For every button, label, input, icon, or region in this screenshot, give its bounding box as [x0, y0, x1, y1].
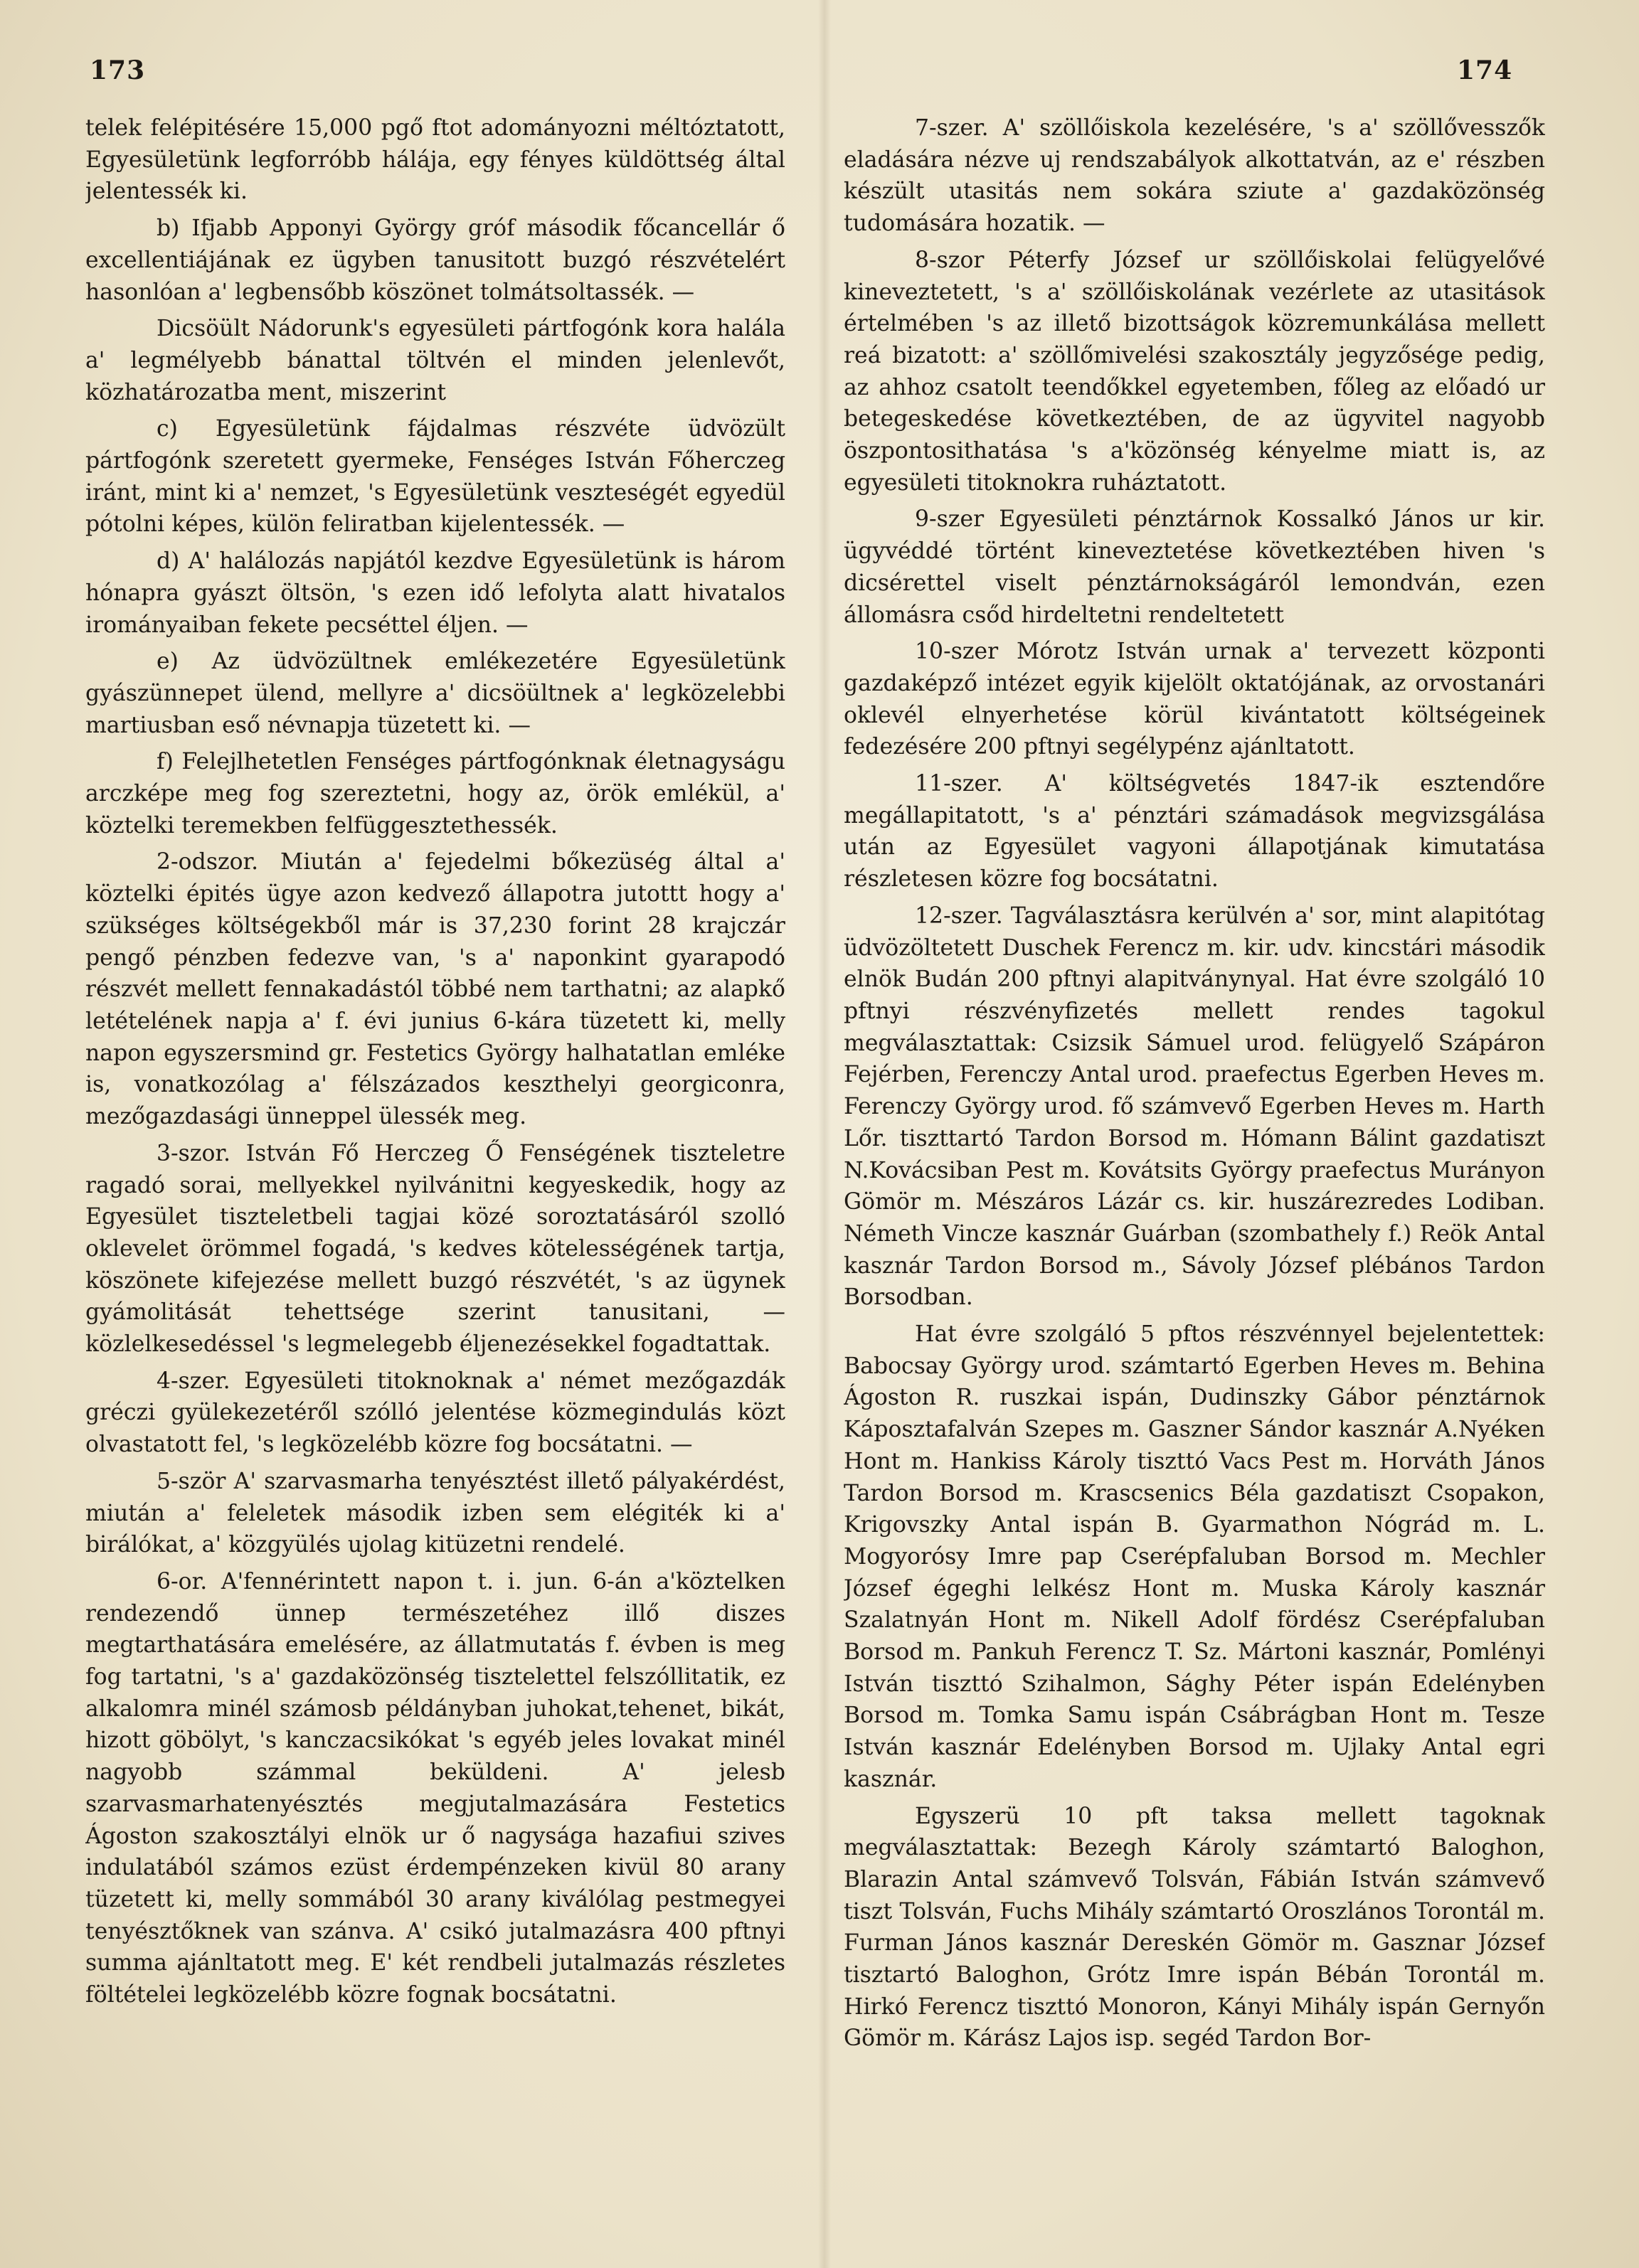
- left-text-column: [85, 112, 785, 2225]
- paragraph: 9-szer Egyesületi pénztárnok Kossalkó János ur kir. ügyvéddé történt kineveztetése következtében hiven 's dicsérettel viselt pénztárnokságáról lemondván, ezen állomásra csőd hirdeltetni rendeltetett: [844, 506, 1545, 628]
- left-page-number: 173: [90, 55, 146, 85]
- paragraph: 8-szor Péterfy József ur szöllőiskolai felügyelővé kineveztetett, 's a' szöllőiskolának vezérlete az utasitások értelmében 's az illető bizottságok közremunkálása mellett reá bizatott: a' szöllőmivelési szakosztály jegyzősége pedig, az ahhoz csatolt teendőkkel egyetemben, főleg az előadó ur betegeskedése következtében, de az ügyvitel nagyobb öszpontosithatása 's a'közönség kényelme miatt is, az egyesületi titoknokra ruháztatott.: [844, 247, 1545, 496]
- right-text-column: [844, 112, 1545, 2225]
- paragraph: 3-szor. István Fő Herczeg Ő Fenségének tiszteletre ragadó sorai, mellyekkel nyilvánitni kegyeskedik, hogy az Egyesület tiszteletbeli tagjai közé soroztatásáról szolló oklevelet örömmel fogadá, 's kedves kötelességének tartja, köszönete kifejezése mellett buzgó részvétét, 's az ügynek gyámolitását tehettsége szerint tanusitani, — közlelkesedéssel 's legmelegebb éljenezésekkel fogadtattak.: [85, 1140, 785, 1358]
- paragraph: 7-szer. A' szöllőiskola kezelésére, 's a' szöllővesszők eladására nézve uj rendszabályok alkottatván, az e' részben készült utasitás nem sokára sziute a' gazdaközönség tudomására hozatik. —: [844, 115, 1545, 237]
- paragraph: 4-szer. Egyesületi titoknoknak a' német mezőgazdák gréczi gyülekezetéről szólló jelentése közmegindulás közt olvastatott fel, 's legközelébb közre fog bocsátatni. —: [85, 1368, 785, 1458]
- paragraph: e) Az üdvözültnek emlékezetére Egyesületünk gyászünnepet ülend, mellyre a' dicsöültnek a' legközelebbi martiusban eső névnapja tüzetett ki. —: [85, 649, 785, 738]
- paragraph: 11-szer. A' költségvetés 1847-ik esztendőre megállapitatott, 's a' pénztári számadások megvizsgálása után az Egyesület vagyoni állapotjának kimutatása részletesen közre fog bocsátatni.: [844, 771, 1545, 893]
- paragraph: 5-ször A' szarvasmarha tenyésztést illető pályakérdést, miután a' feleletek második izben sem elégiték ki a' birálókat, a' közgyülés ujolag kitüzetni rendelé.: [85, 1468, 785, 1558]
- page-gutter: [818, 0, 831, 2268]
- right-page-number: 174: [1457, 55, 1513, 85]
- paragraph: c) Egyesületünk fájdalmas részvéte üdvözült pártfogónk szeretett gyermeke, Fenséges István Főherczeg iránt, mint ki a' nemzet, 's Egyesületünk veszteségét egyedül pótolni képes, külön feliratban kijelentessék. —: [85, 416, 785, 538]
- paragraph: Hat évre szolgáló 5 pftos részvénnyel bejelentettek: Babocsay György urod. számtartó Egerben Heves m. Behina Ágoston R. ruszkai ispán, Dudinszky Gábor pénztárnok Káposztafalván Szepes m. Gaszner Sándor kasznár A.Nyéken Hont m. Hankiss Károly tiszttó Vacs Pest m. Horváth János Tardon Borsod m. Krascsenics Béla gazdatiszt Csopakon, Krigovszky Antal ispán B. Gyarmathon Nógrád m. L. Mogyorósy Imre pap Cserépfaluban Borsod m. Mechler József égeghi lelkész Hont m. Muska Károly kasznár Szalatnyán Hont m. Nikell Adolf fördész Cserépfaluban Borsod m. Pankuh Ferencz T. Sz. Mártoni kasznár, Pomlényi István tiszttó Szihalmon, Sághy Péter ispán Edelényben Borsod m. Tomka Samu ispán Csábrágban Hont m. Tesze István kasznár Edelényben Borsod m. Ujlaky Antal egri kasznár.: [844, 1321, 1545, 1792]
- paragraph: 12-szer. Tagválasztásra kerülvén a' sor, mint alapitótag üdvözöltetett Duschek Ferencz m. kir. udv. kincstári második elnök Budán 200 pftnyi alapitványnyal. Hat évre szolgáló 10 pftnyi részvényfizetés mellett rendes tagokul megválasztattak: Csizsik Sámuel urod. felügyelő Szápáron Fejérben, Ferenczy Antal urod. praefectus Egerben Heves m. Ferenczy György urod. fő számvevő Egerben Heves m. Harth Lőr. tiszttartó Tardon Borsod m. Hómann Bálint gazdatiszt N.Kovácsiban Pest m. Kovátsits György praefectus Murányon Gömör m. Mészáros Lázár cs. kir. huszárezredes Lodiban. Németh Vincze kasznár Guárban (szombathely f.) Reök Antal kasznár Tardon Borsod m., Sávoly József plébános Tardon Borsodban.: [844, 903, 1545, 1311]
- paragraph: d) A' halálozás napjától kezdve Egyesületünk is három hónapra gyászt öltsön, 's ezen idő lefolyta alatt hivatalos irományaiban fekete pecséttel éljen. —: [85, 548, 785, 638]
- paragraph: f) Felejlhetetlen Fenséges pártfogónknak életnagyságu arczképe meg fog szereztetni, hogy az, örök emlékül, a' köztelki teremekben felfüggesztethessék.: [85, 749, 785, 838]
- paragraph: 2-odszor. Miután a' fejedelmi bőkezüség által a' köztelki épités ügye azon kedvező állapotra jutottt hogy a' szükséges költségekből már is 37,230 forint 28 krajczár pengő pénzben fedezve van, 's a' naponkint gyarapodó részvét mellett fennakadástól többé nem tarthatni; az alapkő letételének napja a' f. évi junius 6-kára tüzetett ki, melly napon egyszersmind gr. Festetics György halhatatlan emléke is, vonatkozólag a' félszázados keszthelyi georgiconra, mezőgazdasági ünneppel ülessék meg.: [85, 849, 785, 1130]
- paragraph: b) Ifjabb Apponyi György gróf második főcancellár ő excellentiájának ez ügyben tanusitott buzgó részvételért hasonlóan a' legbensőbb köszönet tolmátsoltassék. —: [85, 215, 785, 305]
- paragraph: telek felépitésére 15,000 pgő ftot adományozni méltóztatott, Egyesületünk legforróbb hálája, egy fényes küldöttség által jelentessék ki.: [85, 115, 785, 205]
- paragraph: 10-szer Mórotz István urnak a' tervezett központi gazdaképző intézet egyik kijelölt oktatójának, az orvostanári oklevél elnyerhetése körül kivántatott költségeinek fedezésére 200 pftnyi segélypénz ajánltatott.: [844, 639, 1545, 760]
- paragraph: 6-or. A'fennérintett napon t. i. jun. 6-án a'köztelken rendezendő ünnep természetéhez illő diszes megtarthatására emelésére, az állatmutatás f. évben is meg fog tartatni, 's a' gazdaközönség tisztelettel felszóllitatik, ez alkalomra minél számosb példányban juhokat,tehenet, bikát, hizott göbölyt, 's kanczacsikókat 's egyéb jeles lovakat minél nagyobb számmal beküldeni. A' jelesb szarvasmarhatenyésztés megjutalmazására Festetics Ágoston szakosztályi elnök ur ő nagysága hazafiui szives indulatából számos ezüst érdempénzeken kivül 80 arany tüzetett ki, melly sommából 30 arany kiválólag pestmegyei tenyésztőknek van szánva. A' csikó jutalmazásra 400 pftnyi summa ajánltatott meg. E' két rendbeli jutalmazás részletes föltételei legközelébb közre fognak bocsátatni.: [85, 1568, 785, 2008]
- paragraph: Egyszerü 10 pft taksa mellett tagoknak megválasztattak: Bezegh Károly számtartó Baloghon, Blarazin Antal számvevő Tolsván, Fábián István számvevő tiszt Tolsván, Fuchs Mihály számtartó Oroszlános Torontál m. Furman János kasznár Dereskén Gömör m. Gasznar József tisztartó Baloghon, Grótz Imre ispán Bébán Torontál m. Hirkó Ferencz tiszttó Monoron, Kányi Mihály ispán Gernyőn Gömör m. Kárász Lajos isp. segéd Tardon Bor-: [844, 1803, 1545, 2052]
- paragraph: Dicsöült Nádorunk's egyesületi pártfogónk kora halála a' legmélyebb bánattal töltvén el minden jelenlevőt, közhatározatba ment, miszerint: [85, 316, 785, 405]
